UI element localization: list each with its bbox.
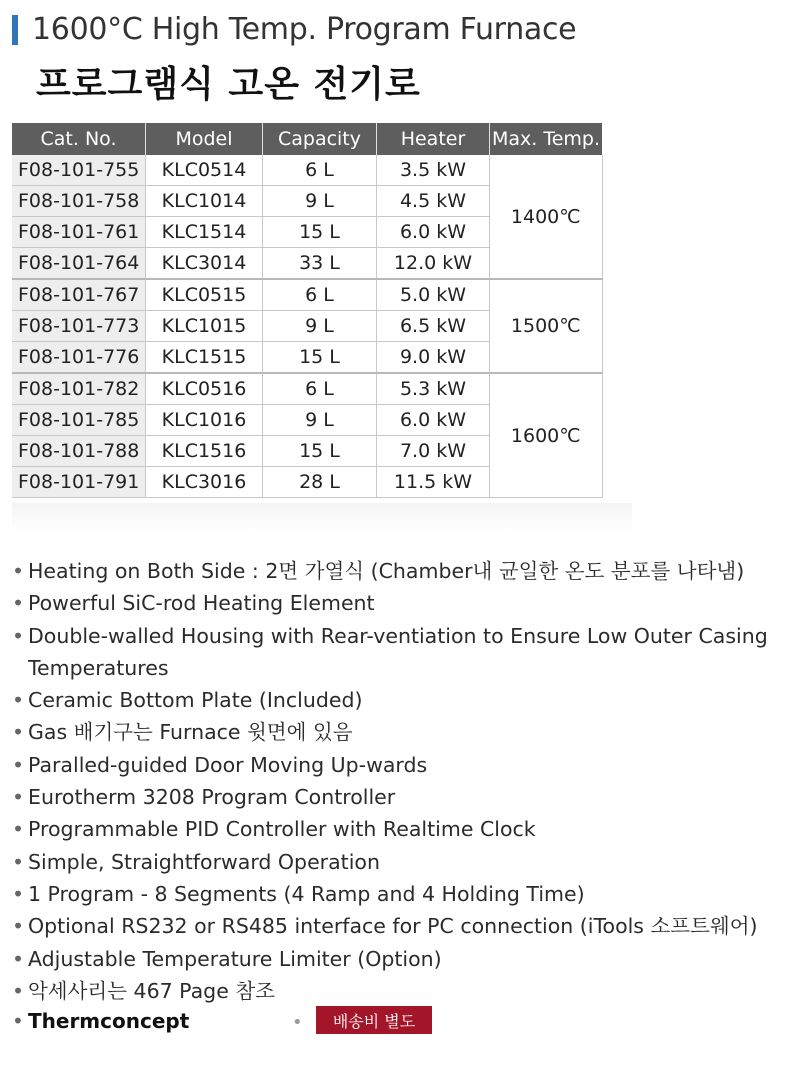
column-header-cat-no: Cat. No. [12,123,146,155]
cat-no-cell: F08-101-761 [12,217,146,248]
cat-no-cell: F08-101-767 [12,279,146,311]
max-temp-cell: 1500℃ [490,279,603,373]
feature-item: • Paralled-guided Door Moving Up-wards [12,749,792,781]
table-bottom-shade [12,503,632,533]
cat-no-cell: F08-101-788 [12,436,146,467]
feature-item: • Eurotherm 3208 Program Controller [12,781,792,813]
model-cell: KLC1014 [146,186,263,217]
bullet-icon: • [12,881,25,906]
capacity-cell: 9 L [263,405,377,436]
heater-cell: 7.0 kW [377,436,490,467]
model-cell: KLC3014 [146,248,263,280]
bullet-icon: • [12,623,25,648]
heater-cell: 5.0 kW [377,279,490,311]
table-header-row [12,123,602,155]
cat-no-cell: F08-101-782 [12,373,146,405]
heater-cell: 6.5 kW [377,311,490,342]
cat-no-cell: F08-101-773 [12,311,146,342]
bullet-icon: • [12,817,25,842]
model-cell: KLC1015 [146,311,263,342]
shipping-badge: 배송비 별도 [316,1006,432,1034]
capacity-cell: 33 L [263,248,377,280]
feature-item: • Powerful SiC-rod Heating Element [12,587,792,619]
feature-item: • Adjustable Temperature Limiter (Option) [12,943,792,975]
footer [12,1005,189,1037]
model-cell: KLC1016 [146,405,263,436]
cat-no-cell: F08-101-758 [12,186,146,217]
bullet-icon: • [12,849,25,874]
bullet-icon: • [12,559,25,583]
cat-no-cell: F08-101-791 [12,467,146,498]
feature-item: • Optional RS232 or RS485 interface for PC connection (iTools 소프트웨어) [12,910,792,942]
bullet-icon: • [12,688,25,713]
feature-item: • Gas 배기구는 Furnace 윗면에 있음 [12,716,792,748]
heater-cell: 6.0 kW [377,217,490,248]
model-cell: KLC1515 [146,342,263,374]
heater-cell: 9.0 kW [377,342,490,374]
cat-no-cell: F08-101-755 [12,155,146,186]
table-row [12,155,602,186]
model-cell: KLC3016 [146,467,263,498]
capacity-cell: 15 L [263,436,377,467]
feature-item: • Ceramic Bottom Plate (Included) [12,684,792,716]
max-temp-cell: 1400℃ [490,155,603,279]
bullet-icon: • [12,785,25,810]
feature-item: • Double-walled Housing with Rear-ventiation to Ensure Low Outer Casing Temperatures [12,620,792,685]
heater-cell: 6.0 kW [377,405,490,436]
bullet-icon: • [12,752,25,777]
feature-item: • Simple, Straightforward Operation [12,846,792,878]
heater-cell: 5.3 kW [377,373,490,405]
max-temp-cell: 1600℃ [490,373,603,498]
model-cell: KLC1514 [146,217,263,248]
column-header-model: Model [146,123,263,155]
feature-list [12,555,792,1007]
heater-cell: 11.5 kW [377,467,490,498]
feature-item: • 1 Program - 8 Segments (4 Ramp and 4 Holding Time) [12,878,792,910]
table-row [12,373,602,405]
bullet-icon: • [12,946,25,971]
column-header-capacity: Capacity [263,123,377,155]
capacity-cell: 6 L [263,279,377,311]
model-cell: KLC0516 [146,373,263,405]
heater-cell: 3.5 kW [377,155,490,186]
capacity-cell: 9 L [263,311,377,342]
bullet-icon: • [12,720,25,745]
capacity-cell: 9 L [263,186,377,217]
feature-item: • Heating on Both Side : 2면 가열식 (Chamber내 균일한 온도 분포를 나타냄) [12,555,792,587]
page-title-korean: 프로그램식 고온 전기로 [36,64,421,105]
cat-no-cell: F08-101-776 [12,342,146,374]
capacity-cell: 15 L [263,217,377,248]
heater-cell: 12.0 kW [377,248,490,280]
model-cell: KLC0515 [146,279,263,311]
bullet-icon: • [292,1012,303,1033]
bullet-icon: • [12,914,25,939]
title-accent-bar [12,15,18,45]
capacity-cell: 28 L [263,467,377,498]
bullet-icon: • [12,591,25,616]
column-header-heater: Heater [377,123,490,155]
capacity-cell: 6 L [263,373,377,405]
feature-item: • Programmable PID Controller with Realtime Clock [12,813,792,845]
table-row [12,279,602,311]
heater-cell: 4.5 kW [377,186,490,217]
cat-no-cell: F08-101-764 [12,248,146,280]
spec-table [12,123,603,498]
capacity-cell: 6 L [263,155,377,186]
brand-name: Thermconcept [28,1009,190,1033]
model-cell: KLC0514 [146,155,263,186]
column-header-max-temp: Max. Temp. [490,123,603,155]
capacity-cell: 15 L [263,342,377,374]
model-cell: KLC1516 [146,436,263,467]
cat-no-cell: F08-101-785 [12,405,146,436]
title-row [12,12,576,47]
bullet-icon: • [12,978,25,1003]
page-title-english: 1600°C High Temp. Program Furnace [32,12,577,47]
feature-item: • 악세사리는 467 Page 참조 [12,975,792,1007]
bullet-icon: • [12,1009,24,1033]
